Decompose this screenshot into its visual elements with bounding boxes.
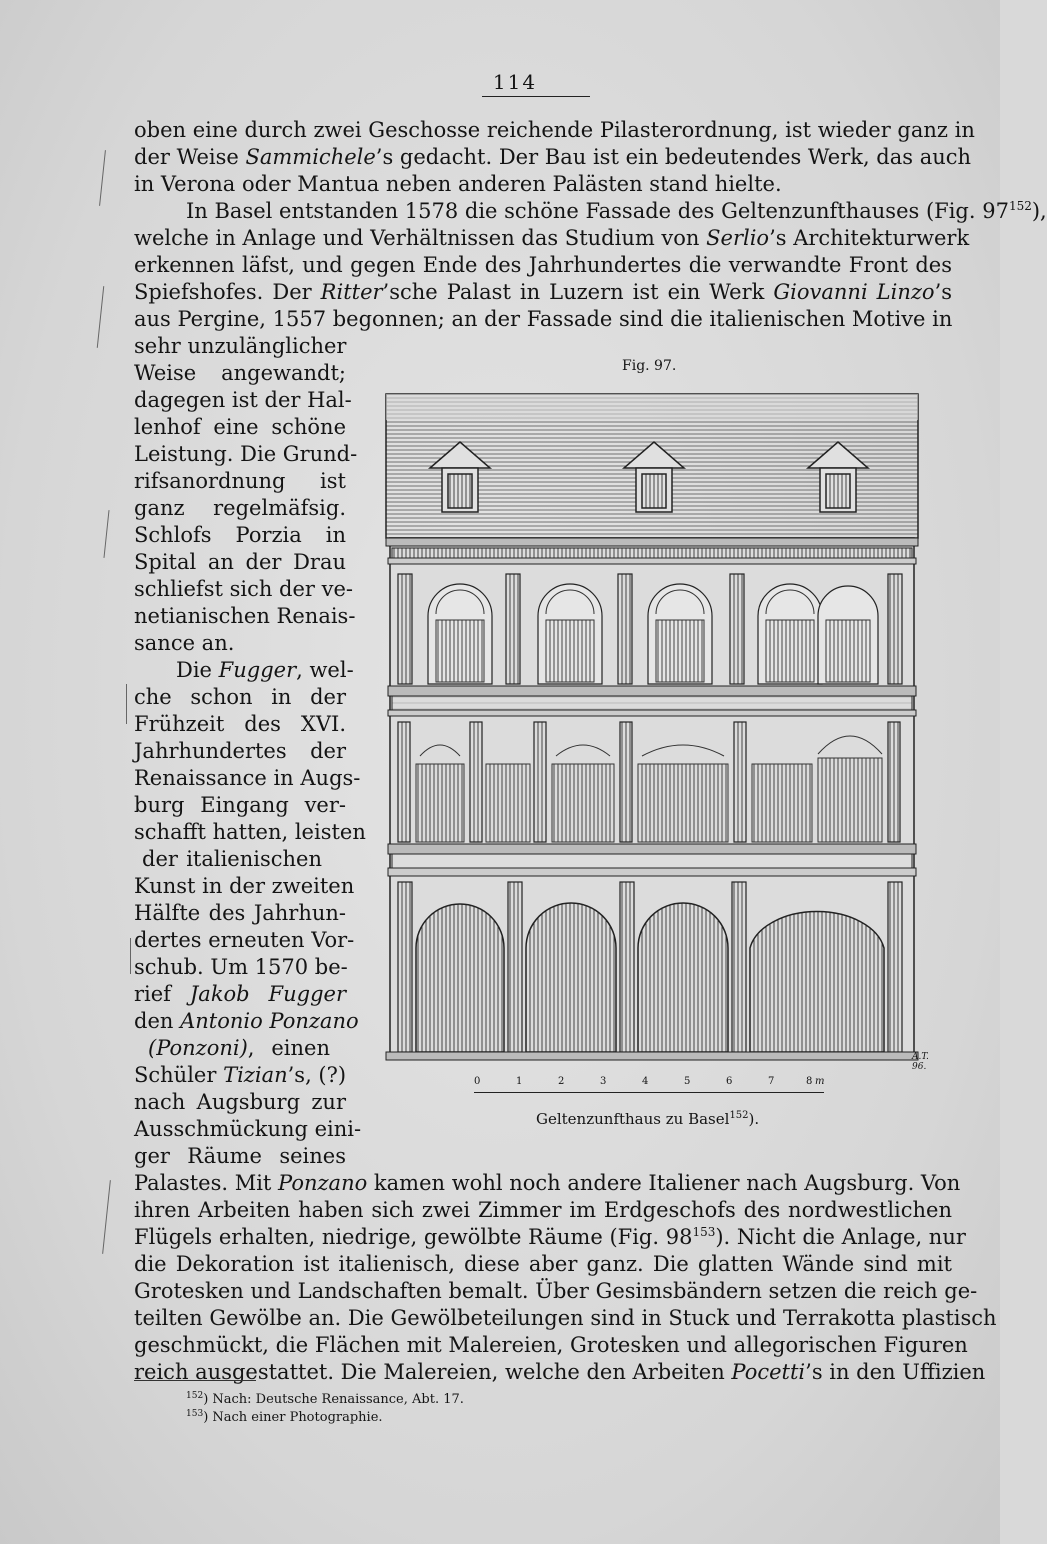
figure-label: Fig. 97. [622, 358, 677, 374]
text-line: rief Jakob Fugger [134, 982, 346, 1006]
text-line: ihren Arbeiten haben sich zwei Zimmer im Erdgeschofs des nordwestlichen [134, 1198, 952, 1222]
scale-label: 5 [684, 1076, 691, 1087]
scale-bar [474, 1078, 832, 1100]
scale-unit: m [815, 1076, 825, 1087]
text-line: nach Augsburg zur [134, 1090, 346, 1114]
text-line: den Antonio Ponzano [134, 1009, 359, 1033]
text-line: schub. Um 1570 be- [134, 955, 348, 979]
pencil-mark [130, 938, 131, 974]
text-line: schliefst sich der ve- [134, 577, 354, 601]
text-line: schafft hatten, leisten [134, 820, 366, 844]
text-line: sehr unzulänglicher [134, 334, 347, 358]
text-line: Spital an der Drau [134, 550, 346, 574]
text-line: che schon in der [134, 685, 346, 709]
text-line: Die Fugger, wel- [176, 658, 354, 682]
text-line: Hälfte des Jahrhun- [134, 901, 346, 925]
page-number: 114 [492, 70, 538, 94]
text-line: Palastes. Mit Ponzano kamen wohl noch andere Italiener nach Augsburg. Von [134, 1171, 961, 1195]
text-line: Jahrhundertes der [134, 739, 346, 763]
text-line: Spiefshofes. Der Ritter’sche Palast in Luzern ist ein Werk Giovanni Linzo’s [134, 280, 953, 304]
text-line: Leistung. Die Grund- [134, 442, 358, 466]
footnote: $^{152}$) Nach: Deutsche Renaissance, Abt. 17. [186, 1391, 464, 1407]
text-line: ger Räume seines [134, 1144, 346, 1168]
illustrator-signature: A.T. 96. [912, 1052, 929, 1072]
figure-caption: Geltenzunfthaus zu Basel$^{152}$). [536, 1110, 760, 1128]
text-line: oben eine durch zwei Geschosse reichende Pilasterordnung, ist wieder ganz in [134, 118, 975, 142]
text-line: in Verona oder Mantua neben anderen Palästen stand hielte. [134, 172, 782, 196]
text-line: dagegen ist der Hal- [134, 388, 352, 412]
text-line: netianischen Renais- [134, 604, 356, 628]
text-line: dertes erneuten Vor- [134, 928, 355, 952]
text-line: Frühzeit des XVI. [134, 712, 346, 736]
text-line: Renaissance in Augs- [134, 766, 361, 790]
text-line: welche in Anlage und Verhältnissen das Studium von Serlio’s Architekturwerk [134, 226, 970, 250]
scale-label: 0 [474, 1076, 481, 1087]
text-line: Weise angewandt; [134, 361, 346, 385]
text-line: In Basel entstanden 1578 die schöne Fassade des Geltenzunfthauses (Fig. $97^{152}$), [186, 199, 1047, 223]
pencil-mark [102, 1180, 111, 1254]
scale-label: 1 [516, 1076, 523, 1087]
text-line: teilten Gewölbe an. Die Gewölbeteilungen sind in Stuck und Terrakotta plastisch [134, 1306, 997, 1330]
pencil-mark [99, 150, 106, 206]
text-line: geschmückt, die Flächen mit Malereien, Grotesken und allegorischen Figuren [134, 1333, 968, 1357]
text-line: der Weise Sammichele’s gedacht. Der Bau ist ein bedeutendes Werk, das auch [134, 145, 972, 169]
footnote-rule [134, 1380, 256, 1381]
footnote: $^{153}$) Nach einer Photographie. [186, 1409, 383, 1425]
text-line: Grotesken und Landschaften bemalt. Über Gesimsbändern setzen die reich ge- [134, 1279, 978, 1303]
scale-label: 3 [600, 1076, 607, 1087]
text-line: aus Pergine, 1557 begonnen; an der Fassade sind die italienischen Motive in [134, 307, 953, 331]
text-line: burg Eingang ver- [134, 793, 346, 817]
header-rule [482, 96, 590, 97]
pencil-mark [103, 510, 109, 558]
scale-label: 6 [726, 1076, 733, 1087]
text-line: erkennen läfst, und gegen Ende des Jahrhundertes die verwandte Front des [134, 253, 952, 277]
text-line: Schüler Tizian’s, (?) [134, 1063, 347, 1087]
text-line: sance an. [134, 631, 235, 655]
text-line: Flügels erhalten, niedrige, gewölbte Räume (Fig. $98^{153}$). Nicht die Anlage, nur [134, 1225, 966, 1249]
scale-label: 2 [558, 1076, 565, 1087]
text-line: Ausschmückung eini- [134, 1117, 362, 1141]
text-line: die Dekoration ist italienisch, diese aber ganz. Die glatten Wände sind mit [134, 1252, 952, 1276]
text-line: Schlofs Porzia in [134, 523, 346, 547]
text-line: reich ausgestattet. Die Malereien, welche den Arbeiten Pocetti’s in den Uffizien [134, 1360, 986, 1384]
facade-illustration [380, 388, 954, 1078]
scale-label: 8 [806, 1076, 813, 1087]
text-line: ganz regelmäfsig. [134, 496, 346, 520]
scale-label: 7 [768, 1076, 775, 1087]
text-line: lenhof eine schöne [134, 415, 346, 439]
pencil-mark [97, 286, 104, 348]
text-line: der italienischen [142, 847, 322, 871]
pencil-mark [126, 684, 127, 724]
scale-label: 4 [642, 1076, 649, 1087]
text-line: (Ponzoni), einen [148, 1036, 330, 1060]
text-line: Kunst in der zweiten [134, 874, 355, 898]
text-line: rifsanordnung ist [134, 469, 346, 493]
